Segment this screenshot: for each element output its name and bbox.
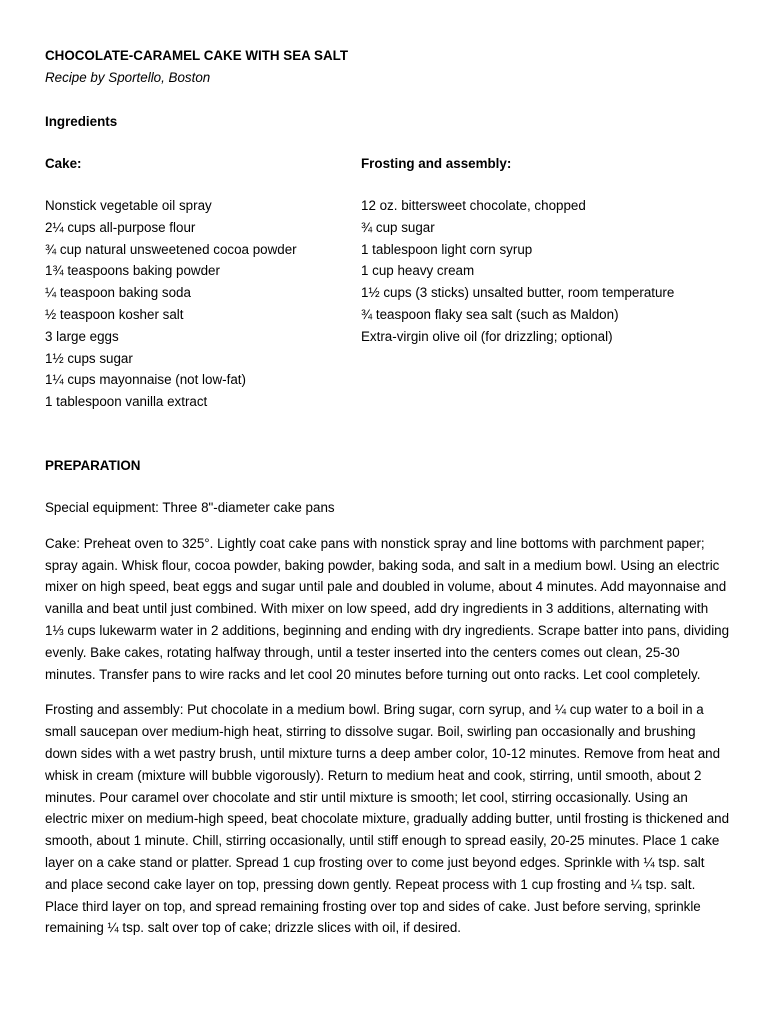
frosting-ingredient-list [361, 195, 730, 348]
frosting-ingredient-item: 12 oz. bittersweet chocolate, chopped [361, 198, 586, 213]
special-equipment: Special equipment: Three 8"-diameter cake pans [45, 499, 335, 515]
frosting-ingredient-item: 1½ cups (3 sticks) unsalted butter, room temperature [361, 285, 675, 301]
cake-ingredient-item: ½ teaspoon kosher salt [45, 306, 184, 322]
frosting-heading: Frosting and assembly: [361, 156, 512, 171]
cake-instructions: Cake: Preheat oven to 325°. Lightly coat cake pans with nonstick spray and line bottoms with parchment paper; spray again. Whisk flour, cocoa powder, baking powder, baking soda, and salt in a medium bowl. Using an electric mixer on high speed, beat eggs and sugar until pale and doubled in volume, about 4 minutes. Add mayonnaise and vanilla and beat until just combined. With mixer on low speed, add dry ingredients in 3 additions, alternating with 1⅓ cups lukewarm water in 2 additions, beginning and ending with dry ingredients. Scrape batter into pans, dividing evenly. Bake cakes, rotating halfway through, until a tester inserted into the centers comes out clean, 25-30 minutes. Transfer pans to wire racks and let cool 20 minutes before turning out onto racks. Let cool completely. [45, 535, 730, 682]
frosting-ingredient-item: ¾ cup sugar [361, 219, 435, 235]
frosting-ingredient-item: Extra-virgin olive oil (for drizzling; optional) [361, 328, 613, 344]
cake-ingredient-item: 2¼ cups all-purpose flour [45, 219, 196, 235]
cake-ingredient-item: 1¾ teaspoons baking powder [45, 263, 220, 279]
recipe-byline: Recipe by Sportello, Boston [45, 70, 211, 85]
cake-ingredient-item: 1½ cups sugar [45, 350, 133, 366]
ingredients-heading: Ingredients [45, 114, 118, 129]
cake-ingredient-item: 3 large eggs [45, 328, 119, 344]
frosting-instructions: Frosting and assembly: Put chocolate in a medium bowl. Bring sugar, corn syrup, and ¼ cup water to a boil in a small saucepan over medium-high heat, stirring to dissolve sugar. Boil, swirling pan occasionally and brushing down sides with a wet pastry brush, until mixture turns a deep amber color, 10-12 minutes. Remove from heat and whisk in cream (mixture will bubble vigorously). Return to medium heat and cook, stirring, until smooth, about 2 minutes. Pour caramel over chocolate and stir until mixture is smooth; let cool, stirring occasionally. Using an electric mixer on medium-high speed, beat chocolate mixture, gradually adding butter, until frosting is thickened and smooth, about 1 minute. Chill, stirring occasionally, until stiff enough to spread easily, 20-25 minutes. Place 1 cake layer on a cake stand or platter. Spread 1 cup frosting over to come just beyond edges. Sprinkle with ¼ tsp. salt and place second cake layer on top, pressing down gently. Repeat process with 1 cup frosting and ¼ tsp. salt. Place third layer on top, and spread remaining frosting over top and sides of cake. Just before serving, sprinkle remaining ¼ tsp. salt over top of cake; drizzle slices with oil, if desired. [45, 702, 730, 936]
cake-ingredients [45, 153, 361, 413]
cake-ingredient-item: 1¼ cups mayonnaise (not low-fat) [45, 372, 246, 388]
cake-heading: Cake: [45, 156, 82, 171]
ingredients-columns [45, 153, 730, 413]
preparation-heading: PREPARATION [45, 457, 141, 473]
cake-ingredient-item: ¾ cup natural unsweetened cocoa powder [45, 241, 297, 257]
frosting-ingredient-item: 1 tablespoon light corn syrup [361, 241, 533, 257]
cake-ingredient-item: Nonstick vegetable oil spray [45, 198, 212, 213]
cake-ingredient-item: ¼ teaspoon baking soda [45, 285, 191, 301]
frosting-ingredients [361, 153, 730, 413]
frosting-ingredient-item: ¾ teaspoon flaky sea salt (such as Maldon) [361, 306, 619, 322]
cake-ingredient-list [45, 195, 361, 413]
cake-ingredient-item: 1 tablespoon vanilla extract [45, 394, 208, 410]
recipe-title: CHOCOLATE-CARAMEL CAKE WITH SEA SALT [45, 48, 349, 63]
recipe-document [45, 45, 730, 939]
frosting-ingredient-item: 1 cup heavy cream [361, 263, 475, 279]
